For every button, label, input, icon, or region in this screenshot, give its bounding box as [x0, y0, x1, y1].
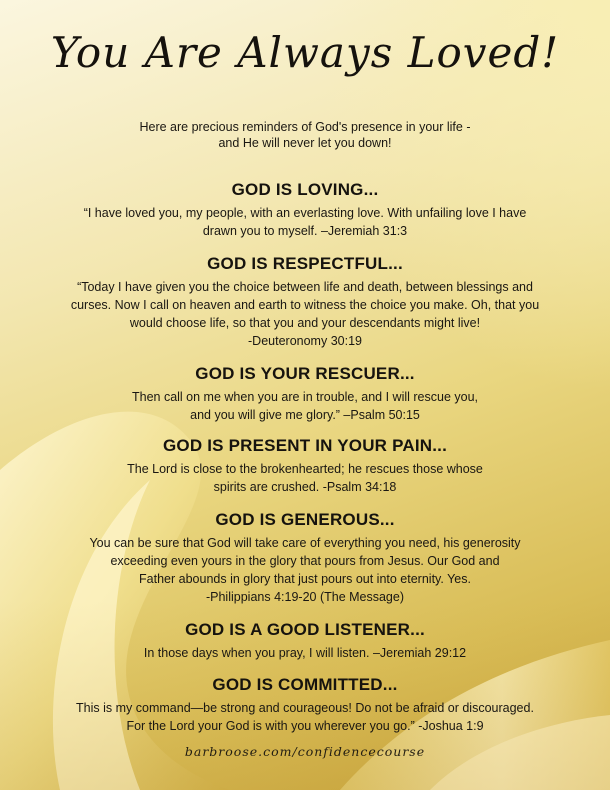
section-respectful: [40, 254, 570, 350]
section-heading: GOD IS YOUR RESCUER...: [195, 364, 415, 383]
text-line: -Deuteronomy 30:19: [248, 334, 362, 348]
footer-website-link[interactable]: barbroose.com/confidencecourse: [184, 744, 426, 759]
text-line: curses. Now I call on heaven and earth to witness the choice you make. Oh, that you: [70, 298, 540, 312]
section-generous: [40, 510, 570, 606]
text-line: drawn you to myself. –Jeremiah 31:3: [202, 224, 408, 238]
text-line: spirits are crushed. -Psalm 34:18: [213, 480, 397, 494]
section-committed: [40, 675, 570, 735]
text-line: For the Lord your God is with you wherever you go.” -Joshua 1:9: [126, 719, 484, 733]
section-heading: GOD IS GENEROUS...: [215, 510, 395, 529]
intro-text: [0, 119, 610, 151]
text-line: and you will give me glory.” –Psalm 50:15: [190, 408, 420, 422]
section-text: [40, 460, 570, 496]
text-line: “I have loved you, my people, with an everlasting love. With unfailing love I have: [83, 206, 527, 220]
text-line: In those days when you pray, I will listen. –Jeremiah 29:12: [143, 646, 467, 660]
section-rescuer: [40, 364, 570, 424]
text-line: would choose life, so that you and your descendants might live!: [129, 316, 481, 330]
section-text: [40, 644, 570, 662]
section-heading: GOD IS A GOOD LISTENER...: [185, 620, 425, 639]
section-heading: GOD IS RESPECTFUL...: [207, 254, 403, 273]
text-line: This is my command—be strong and courageous! Do not be afraid or discouraged.: [76, 701, 534, 715]
section-text: [40, 204, 570, 240]
text-line: exceeding even yours in the glory that pours from Jesus. Our God and: [110, 554, 500, 568]
section-heading: GOD IS LOVING...: [231, 180, 379, 199]
section-good-listener: [40, 620, 570, 662]
section-heading: GOD IS COMMITTED...: [212, 675, 398, 694]
section-text: [40, 278, 570, 350]
section-text: [40, 534, 570, 606]
text-line: -Philippians 4:19-20 (The Message): [205, 590, 405, 604]
intro-line: and He will never let you down!: [218, 136, 392, 150]
section-loving: [40, 180, 570, 240]
section-present-in-pain: [40, 436, 570, 496]
section-text: [40, 699, 570, 735]
section-text: [40, 388, 570, 424]
section-heading: GOD IS PRESENT IN YOUR PAIN...: [162, 436, 448, 455]
text-line: “Today I have given you the choice between life and death, between blessings and: [77, 280, 533, 294]
text-line: Father abounds in glory that just pours out into eternity. Yes.: [139, 572, 471, 586]
intro-line: Here are precious reminders of God's presence in your life -: [139, 120, 471, 134]
text-line: Then call on me when you are in trouble, and I will rescue you,: [131, 390, 479, 404]
text-line: You can be sure that God will take care of everything you need, his generosity: [89, 536, 521, 550]
text-line: The Lord is close to the brokenhearted; he rescues those whose: [127, 462, 483, 476]
page-title: You Are Always Loved!: [50, 28, 560, 77]
